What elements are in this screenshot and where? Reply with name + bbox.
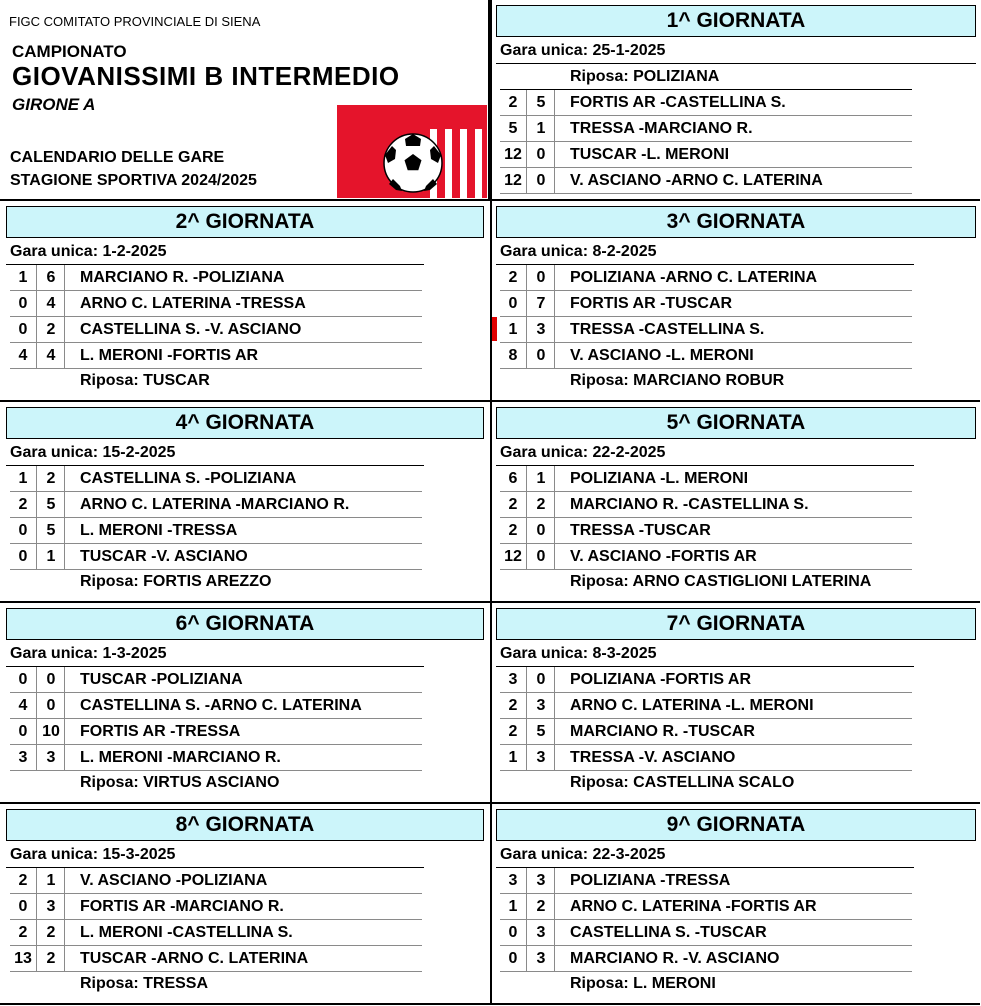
home-score: 2 (500, 90, 527, 115)
away-score: 1 (38, 544, 65, 569)
away-score: 5 (528, 719, 555, 744)
game-row (500, 90, 912, 116)
match-teams: TUSCAR -POLIZIANA (80, 671, 243, 688)
round-cell (0, 603, 490, 804)
round-title: 7^ GIORNATA (496, 608, 976, 640)
round-title: 5^ GIORNATA (496, 407, 976, 439)
away-score: 3 (528, 920, 555, 945)
riposa-label: Riposa: TRESSA (80, 975, 209, 992)
riposa-label: Riposa: MARCIANO ROBUR (570, 372, 785, 389)
game-row (10, 693, 422, 719)
game-row (500, 667, 912, 693)
home-score: 2 (500, 265, 527, 290)
home-score: 0 (500, 291, 527, 316)
away-score: 2 (38, 317, 65, 342)
away-score: 5 (38, 492, 65, 517)
away-score: 3 (528, 317, 555, 342)
away-score: 2 (38, 946, 65, 971)
gara-date: Gara unica: 22-2-2025 (500, 444, 666, 461)
game-row (500, 168, 912, 194)
away-score: 2 (528, 492, 555, 517)
game-row (500, 518, 912, 544)
match-teams: FORTIS AR -TUSCAR (570, 295, 733, 312)
game-row (500, 116, 912, 142)
game-row (500, 894, 912, 920)
match-teams: POLIZIANA -L. MERONI (570, 470, 749, 487)
away-score: 3 (528, 693, 555, 718)
home-score: 2 (10, 492, 37, 517)
match-teams: CASTELLINA S. -ARNO C. LATERINA (80, 697, 362, 714)
game-row (10, 492, 422, 518)
away-score: 3 (38, 745, 65, 770)
round-cell (0, 804, 490, 1005)
game-row (500, 745, 912, 771)
home-score: 2 (500, 492, 527, 517)
away-score: 0 (528, 343, 555, 368)
game-row (10, 466, 422, 492)
home-score: 8 (500, 343, 527, 368)
match-teams: CASTELLINA S. -V. ASCIANO (80, 321, 302, 338)
game-row (500, 868, 912, 894)
home-score: 5 (500, 116, 527, 141)
home-score: 4 (10, 343, 37, 368)
match-teams: L. MERONI -MARCIANO R. (80, 749, 281, 766)
game-row (10, 667, 422, 693)
game-row (500, 544, 912, 570)
gara-date: Gara unica: 1-2-2025 (10, 243, 167, 260)
home-score: 12 (500, 142, 527, 167)
game-row (500, 946, 912, 972)
away-score: 2 (38, 466, 65, 491)
round-cell (0, 201, 490, 402)
away-score: 4 (38, 291, 65, 316)
away-score: 0 (528, 518, 555, 543)
gara-date: Gara unica: 15-2-2025 (10, 444, 176, 461)
home-score: 0 (10, 719, 37, 744)
riposa-label: Riposa: CASTELLINA SCALO (570, 774, 795, 791)
match-teams: TRESSA -MARCIANO R. (570, 120, 753, 137)
match-teams: TRESSA -TUSCAR (570, 522, 711, 539)
game-row (10, 894, 422, 920)
gara-date: Gara unica: 15-3-2025 (10, 846, 176, 863)
away-score: 1 (528, 116, 555, 141)
home-score: 0 (10, 544, 37, 569)
separator-line (496, 63, 976, 64)
round-cell (490, 0, 980, 201)
round-title: 3^ GIORNATA (496, 206, 976, 238)
home-score: 3 (10, 745, 37, 770)
round-cell (490, 804, 980, 1005)
match-teams: L. MERONI -TRESSA (80, 522, 238, 539)
round-title: 1^ GIORNATA (496, 5, 976, 37)
game-row (10, 265, 422, 291)
riposa-label: Riposa: FORTIS AREZZO (80, 573, 272, 590)
match-teams: TRESSA -CASTELLINA S. (570, 321, 765, 338)
game-row (500, 719, 912, 745)
match-teams: CASTELLINA S. -TUSCAR (570, 924, 767, 941)
game-row (500, 317, 912, 343)
gara-date: Gara unica: 8-3-2025 (500, 645, 657, 662)
away-score: 5 (528, 90, 555, 115)
away-score: 5 (38, 518, 65, 543)
home-score: 1 (500, 317, 527, 342)
riposa-label: Riposa: VIRTUS ASCIANO (80, 774, 280, 791)
org-name: FIGC COMITATO PROVINCIALE DI SIENA (9, 14, 261, 29)
match-teams: MARCIANO R. -CASTELLINA S. (570, 496, 809, 513)
round-title: 8^ GIORNATA (6, 809, 484, 841)
game-row (500, 142, 912, 168)
away-score: 1 (528, 466, 555, 491)
round-cell (490, 603, 980, 804)
campionato-label: CAMPIONATO (12, 42, 127, 61)
game-row (10, 317, 422, 343)
round-cell (490, 402, 980, 603)
away-score: 3 (528, 745, 555, 770)
round-cell (490, 201, 980, 402)
gara-date: Gara unica: 25-1-2025 (500, 42, 666, 59)
away-score: 2 (38, 920, 65, 945)
home-score: 13 (10, 946, 37, 971)
away-score: 10 (38, 719, 65, 744)
away-score: 0 (38, 667, 65, 692)
figc-logo-icon (337, 105, 487, 198)
match-teams: V. ASCIANO -ARNO C. LATERINA (570, 172, 823, 189)
away-score: 0 (528, 142, 555, 167)
match-teams: POLIZIANA -TRESSA (570, 872, 731, 889)
cell-comment-marker (492, 317, 497, 341)
game-row (10, 291, 422, 317)
away-score: 0 (528, 168, 555, 193)
riposa-label: Riposa: L. MERONI (570, 975, 716, 992)
home-score: 1 (500, 894, 527, 919)
match-teams: ARNO C. LATERINA -MARCIANO R. (80, 496, 350, 513)
game-row (10, 544, 422, 570)
match-teams: V. ASCIANO -POLIZIANA (80, 872, 268, 889)
game-row (10, 518, 422, 544)
match-teams: ARNO C. LATERINA -FORTIS AR (570, 898, 817, 915)
home-score: 12 (500, 168, 527, 193)
match-teams: TRESSA -V. ASCIANO (570, 749, 736, 766)
match-teams: TUSCAR -ARNO C. LATERINA (80, 950, 309, 967)
away-score: 1 (38, 868, 65, 893)
home-score: 0 (10, 518, 37, 543)
match-teams: POLIZIANA -FORTIS AR (570, 671, 752, 688)
match-teams: V. ASCIANO -FORTIS AR (570, 548, 757, 565)
game-row (500, 265, 912, 291)
match-teams: FORTIS AR -MARCIANO R. (80, 898, 284, 915)
match-teams: CASTELLINA S. -POLIZIANA (80, 470, 297, 487)
game-row (10, 343, 422, 369)
away-score: 0 (528, 265, 555, 290)
match-teams: ARNO C. LATERINA -L. MERONI (570, 697, 814, 714)
home-score: 0 (10, 667, 37, 692)
match-teams: FORTIS AR -CASTELLINA S. (570, 94, 786, 111)
match-teams: TUSCAR -L. MERONI (570, 146, 730, 163)
away-score: 4 (38, 343, 65, 368)
riposa-label: Riposa: TUSCAR (80, 372, 210, 389)
home-score: 0 (10, 291, 37, 316)
championship-title: GIOVANISSIMI B INTERMEDIO (12, 61, 400, 91)
game-row (500, 466, 912, 492)
match-teams: L. MERONI -FORTIS AR (80, 347, 259, 364)
home-score: 0 (10, 894, 37, 919)
home-score: 0 (500, 946, 527, 971)
header-cell (0, 0, 490, 201)
game-row (10, 946, 422, 972)
gara-date: Gara unica: 8-2-2025 (500, 243, 657, 260)
home-score: 1 (10, 466, 37, 491)
home-score: 0 (10, 317, 37, 342)
round-cell (0, 402, 490, 603)
match-teams: MARCIANO R. -V. ASCIANO (570, 950, 780, 967)
game-row (500, 693, 912, 719)
gara-date: Gara unica: 1-3-2025 (10, 645, 167, 662)
home-score: 1 (500, 745, 527, 770)
home-score: 2 (10, 920, 37, 945)
match-teams: ARNO C. LATERINA -TRESSA (80, 295, 306, 312)
round-title: 6^ GIORNATA (6, 608, 484, 640)
away-score: 6 (38, 265, 65, 290)
home-score: 12 (500, 544, 527, 569)
game-row (500, 920, 912, 946)
away-score: 0 (38, 693, 65, 718)
game-row (10, 868, 422, 894)
match-teams: POLIZIANA -ARNO C. LATERINA (570, 269, 818, 286)
match-teams: MARCIANO R. -TUSCAR (570, 723, 755, 740)
away-score: 3 (38, 894, 65, 919)
game-row (500, 492, 912, 518)
home-score: 3 (500, 868, 527, 893)
match-teams: L. MERONI -CASTELLINA S. (80, 924, 293, 941)
girone-label: GIRONE A (12, 95, 96, 114)
season-label: STAGIONE SPORTIVA 2024/2025 (10, 172, 257, 189)
home-score: 3 (500, 667, 527, 692)
round-title: 4^ GIORNATA (6, 407, 484, 439)
away-score: 3 (528, 868, 555, 893)
match-teams: MARCIANO R. -POLIZIANA (80, 269, 285, 286)
riposa-label: Riposa: POLIZIANA (570, 68, 720, 85)
away-score: 2 (528, 894, 555, 919)
home-score: 4 (10, 693, 37, 718)
home-score: 2 (10, 868, 37, 893)
home-score: 2 (500, 719, 527, 744)
match-teams: V. ASCIANO -L. MERONI (570, 347, 754, 364)
away-score: 7 (528, 291, 555, 316)
home-score: 2 (500, 693, 527, 718)
away-score: 3 (528, 946, 555, 971)
calendar-label: CALENDARIO DELLE GARE (10, 149, 225, 166)
game-row (10, 920, 422, 946)
home-score: 2 (500, 518, 527, 543)
away-score: 0 (528, 544, 555, 569)
round-title: 2^ GIORNATA (6, 206, 484, 238)
riposa-label: Riposa: ARNO CASTIGLIONI LATERINA (570, 573, 872, 590)
match-teams: TUSCAR -V. ASCIANO (80, 548, 248, 565)
game-row (10, 719, 422, 745)
round-title: 9^ GIORNATA (496, 809, 976, 841)
away-score: 0 (528, 667, 555, 692)
gara-date: Gara unica: 22-3-2025 (500, 846, 666, 863)
home-score: 0 (500, 920, 527, 945)
match-teams: FORTIS AR -TRESSA (80, 723, 241, 740)
home-score: 1 (10, 265, 37, 290)
game-row (10, 745, 422, 771)
home-score: 6 (500, 466, 527, 491)
game-row (500, 291, 912, 317)
game-row (500, 343, 912, 369)
